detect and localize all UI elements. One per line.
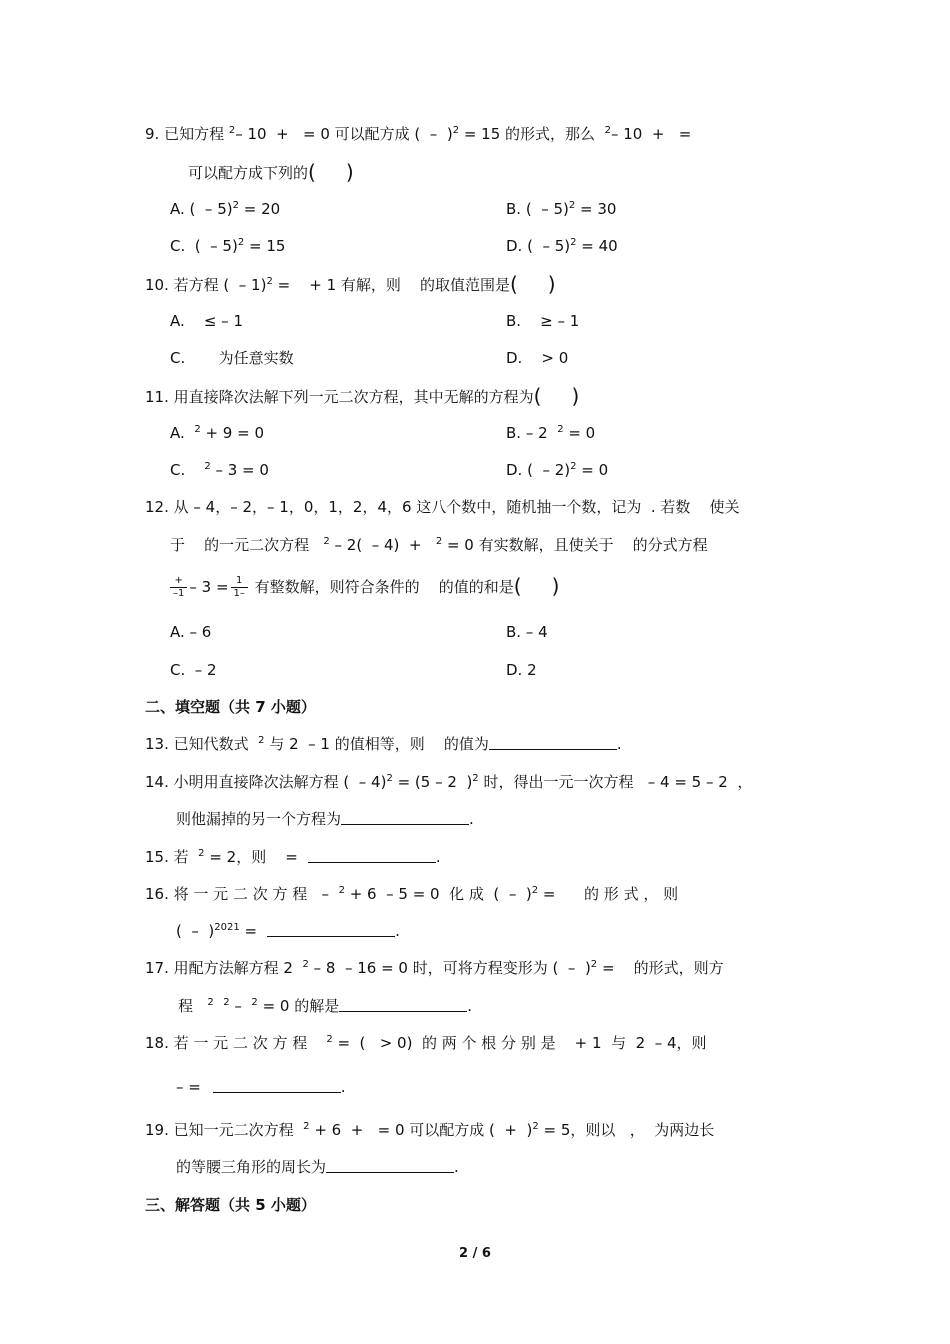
q12-line1: 12. 从 – 4，– 2，– 1，0，1，2，4，6 这八个数中，随机抽一个数，记为 . 若数 使关 <box>145 498 740 516</box>
q10-option-c: C. 为任意实数 <box>170 349 294 367</box>
q14-line2: 则他漏掉的另一个方程为 . <box>176 810 474 828</box>
q18-line1: 18. 若 一 元 二 次 方 程 $^2$ = ( > 0) 的 两 个 根 分 别 是 + 1 与 2 – 4，则 <box>145 1034 707 1052</box>
q9-option-a: A. ( – 5)$^2$ = 20 <box>170 200 281 218</box>
q13: 13. 已知代数式 $^2$ 与 2 – 1 的值相等，则 的值为 . <box>145 735 622 753</box>
section-heading-answer: 三、解答题（共 5 小题） <box>145 1196 316 1214</box>
answer-blank[interactable] <box>267 921 395 937</box>
q12-option-d: D. 2 <box>506 661 537 679</box>
q12-option-a: A. – 6 <box>170 623 212 641</box>
q14-line1: 14. 小明用直接降次法解方程 ( – 4)$^2$ = (5 – 2 )$^2$ 时，得出一元一次方程 – 4 = 5 – 2 ， <box>145 773 753 791</box>
q12-option-c: C. – 2 <box>170 661 217 679</box>
q9-option-c: C. ( – 5)$^2$ = 15 <box>170 237 286 255</box>
fraction-right: $\frac{1}{1-}$ <box>231 575 248 600</box>
q10-option-a: A. ≤ – 1 <box>170 312 243 330</box>
q15: 15. 若 $^2$ = 2，则 = . <box>145 848 441 866</box>
answer-blank[interactable] <box>341 809 469 825</box>
answer-blank[interactable] <box>326 1157 454 1173</box>
q16-line1: 16. 将 一 元 二 次 方 程 – $^2$ + 6 – 5 = 0 化 成 ( – )$^2$ = 的 形 式 ， 则 <box>145 885 679 903</box>
answer-paren-close: ) <box>345 160 354 184</box>
q17-line2: 程 $^2$ $^2$ – $^2$ = 0 的解是 . <box>178 997 472 1015</box>
q19-line2: 的等腰三角形的周长为 . <box>176 1158 459 1176</box>
answer-paren-open: ( <box>308 160 316 184</box>
q9-line2: 可以配方成下列的( ) <box>188 160 354 184</box>
q18-line2: – = . <box>176 1078 346 1096</box>
answer-blank[interactable] <box>308 847 436 863</box>
q11-option-b: B. – 2 $^2$ = 0 <box>506 424 596 442</box>
page-number: 2 / 6 <box>459 1246 491 1261</box>
answer-blank[interactable] <box>213 1077 341 1093</box>
q9-option-d: D. ( – 5)$^2$ = 40 <box>506 237 618 255</box>
q11-option-d: D. ( – 2)$^2$ = 0 <box>506 461 609 479</box>
q10-option-b: B. ≥ – 1 <box>506 312 580 330</box>
q9-line1: 9. 已知方程 $^2$– 10 + = 0 可以配方成 ( – )$^2$ = 15 的形式，那么 $^2$– 10 + = <box>145 125 692 143</box>
q17-line1: 17. 用配方法解方程 2 $^2$ – 8 – 16 = 0 时，可将方程变形为 ( – )$^2$ = 的形式，则方 <box>145 959 724 977</box>
q12-option-b: B. – 4 <box>506 623 548 641</box>
q12-line3: $\frac{+}{-1}$ – 3 = $\frac{1}{1-}$ 有整数解，则符合条件的 的值的和是( ) <box>168 572 559 602</box>
answer-blank[interactable] <box>489 734 617 750</box>
q19-line1: 19. 已知一元二次方程 $^2$ + 6 + = 0 可以配方成 ( + )$^2$ = 5，则以 ， 为两边长 <box>145 1121 715 1139</box>
fraction-left: $\frac{+}{-1}$ <box>170 575 187 600</box>
q12-line2: 于 的一元二次方程 $^2$ – 2( – 4) + $^2$ = 0 有实数解，且使关于 的分式方程 <box>170 536 708 554</box>
q10-option-d: D. > 0 <box>506 349 569 367</box>
section-heading-fill-in: 二、填空题（共 7 小题） <box>145 698 316 716</box>
q11-option-c: C. $^2$ – 3 = 0 <box>170 461 269 479</box>
q9-option-b: B. ( – 5)$^2$ = 30 <box>506 200 617 218</box>
q10-stem: 10. 若方程 ( – 1)$^2$ = + 1 有解，则 的取值范围是( ) <box>145 272 556 296</box>
answer-blank[interactable] <box>339 996 467 1012</box>
q16-line2: ( – )$^{2021}$ = . <box>176 922 400 940</box>
q11-stem: 11. 用直接降次法解下列一元二次方程，其中无解的方程为( ) <box>145 384 580 408</box>
q11-option-a: A. $^2$ + 9 = 0 <box>170 424 264 442</box>
